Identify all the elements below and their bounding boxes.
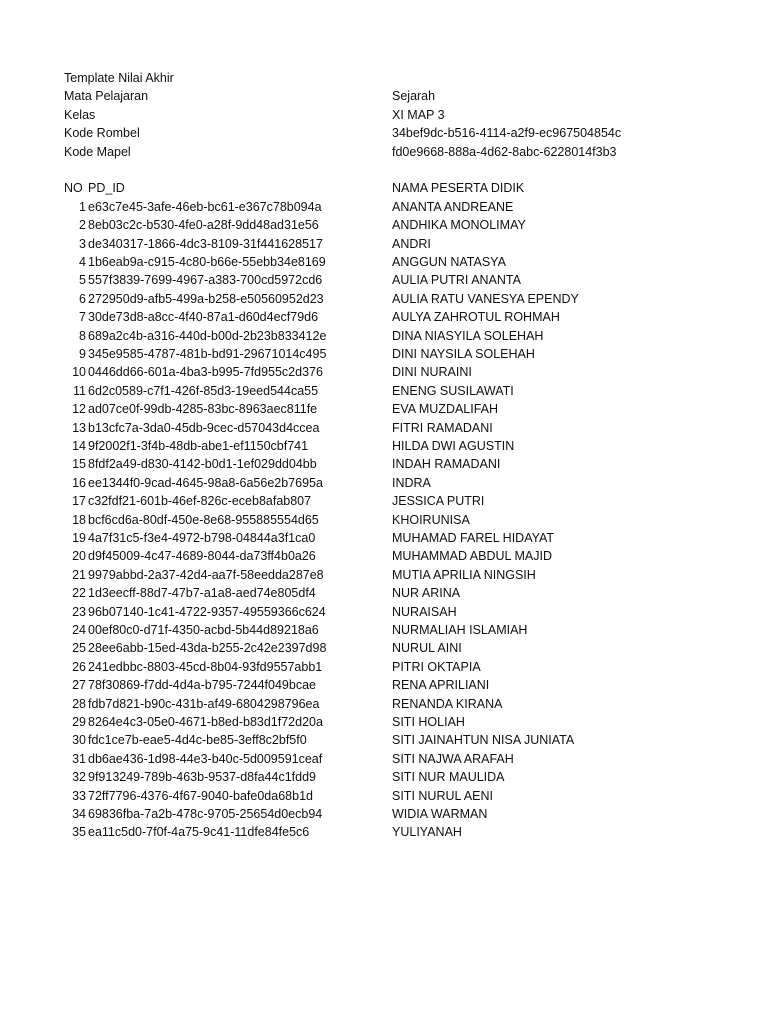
row-number: 22: [72, 586, 86, 601]
student-name: RENANDA KIRANA: [392, 696, 503, 711]
meta-row-kelas: [0, 106, 768, 124]
student-name: MUHAMAD FAREL HIDAYAT: [392, 531, 555, 545]
header-nama: NAMA PESERTA DIDIK: [392, 181, 525, 196]
row-number: 26: [72, 659, 86, 674]
meta-value: Sejarah: [392, 89, 436, 104]
row-number: 1: [79, 199, 86, 214]
row-number: 6: [79, 291, 86, 306]
student-name: AULIA RATU VANESYA EPENDY: [392, 291, 579, 306]
table-row: [0, 474, 768, 492]
table-row: [0, 290, 768, 308]
row-number: 34: [72, 807, 86, 821]
row-number: 18: [72, 512, 86, 527]
student-name: MUHAMMAD ABDUL MAJID: [392, 549, 552, 564]
row-number: 3: [79, 236, 86, 251]
table-row: [0, 198, 768, 216]
pd-id: ea11c5d0-7f0f-4a75-9c41-11dfe84fe5c6: [88, 825, 310, 840]
row-number: 28: [72, 696, 86, 711]
row-number: 11: [73, 383, 86, 398]
pd-id: de340317-1866-4dc3-8109-31f441628517: [88, 236, 323, 251]
table-row: [0, 382, 768, 400]
row-number: 14: [72, 439, 86, 453]
row-number: 10: [72, 365, 86, 380]
row-number: 31: [72, 751, 86, 766]
pd-id: db6ae436-1d98-44e3-b40c-5d009591ceaf: [88, 751, 323, 766]
student-name: JESSICA PUTRI: [392, 494, 485, 509]
pd-id: 8264e4c3-05e0-4671-b8ed-b83d1f72d20a: [88, 715, 323, 729]
row-number: 20: [72, 549, 86, 564]
table-row: [0, 271, 768, 289]
pd-id: ee1344f0-9cad-4645-98a8-6a56e2b7695a: [88, 475, 323, 490]
pd-id: 96b07140-1c41-4722-9357-49559366c624: [88, 604, 326, 619]
meta-label: Mata Pelajaran: [64, 89, 149, 104]
row-number: 29: [72, 715, 86, 729]
pd-id: 8fdf2a49-d830-4142-b0d1-1ef029dd04bb: [88, 457, 317, 472]
pd-id: 272950d9-afb5-499a-b258-e50560952d23: [88, 291, 324, 306]
pd-id: b13cfc7a-3da0-45db-9cec-d57043d4ccea: [88, 420, 320, 435]
student-name: SITI NUR MAULIDA: [392, 770, 505, 785]
pd-id: 9979abbd-2a37-42d4-aa7f-58eedda287e8: [88, 567, 324, 582]
row-number: 30: [72, 733, 86, 748]
table-row: [0, 584, 768, 602]
row-number: 32: [72, 770, 86, 785]
table-row: [0, 437, 768, 455]
pd-id: 69836fba-7a2b-478c-9705-25654d0ecb94: [88, 807, 323, 821]
table-row: [0, 658, 768, 676]
table-row: [0, 639, 768, 657]
meta-label: Kelas: [64, 107, 96, 122]
table-row: [0, 823, 768, 841]
pd-id: 4a7f31c5-f3e4-4972-b798-04844a3f1ca0: [88, 531, 316, 545]
table-row: [0, 327, 768, 345]
table-row: [0, 419, 768, 437]
student-name: ENENG SUSILAWATI: [392, 383, 514, 398]
row-number: 16: [72, 475, 86, 490]
row-number: 35: [72, 825, 86, 840]
meta-label: Kode Mapel: [64, 144, 131, 159]
student-name: EVA MUZDALIFAH: [392, 402, 499, 417]
meta-row-kode-rombel: [0, 124, 768, 142]
table-row: [0, 511, 768, 529]
table-row: [0, 492, 768, 510]
table-row: [0, 235, 768, 253]
pd-id: e63c7e45-3afe-46eb-bc61-e367c78b094a: [88, 199, 322, 214]
table-row: [0, 308, 768, 326]
student-name: NURUL AINI: [392, 641, 462, 656]
header-no: NO: [64, 181, 83, 196]
table-row: [0, 400, 768, 418]
row-number: 15: [72, 457, 86, 472]
pd-id: 6d2c0589-c7f1-426f-85d3-19eed544ca55: [88, 383, 319, 398]
table-row: [0, 731, 768, 749]
pd-id: 1d3eecff-88d7-47b7-a1a8-aed74e805df4: [88, 586, 316, 601]
row-number: 5: [79, 273, 86, 288]
student-name: KHOIRUNISA: [392, 512, 470, 527]
table-row: [0, 566, 768, 584]
student-name: AULYA ZAHROTUL ROHMAH: [392, 310, 560, 325]
student-name: DINA NIASYILA SOLEHAH: [392, 328, 544, 343]
row-number: 12: [72, 402, 86, 417]
row-number: 19: [72, 531, 86, 545]
row-number: 2: [79, 218, 86, 233]
pd-id: 78f30869-f7dd-4d4a-b795-7244f049bcae: [88, 678, 316, 693]
student-name: SITI NURUL AENI: [392, 788, 493, 803]
student-name: NURMALIAH ISLAMIAH: [392, 623, 528, 637]
pd-id: 345e9585-4787-481b-bd91-29671014c495: [88, 347, 327, 361]
template-title-row: [0, 69, 768, 87]
table-row: [0, 713, 768, 731]
row-number: 4: [79, 255, 86, 269]
table-row: [0, 621, 768, 639]
pd-id: 28ee6abb-15ed-43da-b255-2c42e2397d98: [88, 641, 327, 656]
pd-id: 241edbbc-8803-45cd-8b04-93fd9557abb1: [88, 659, 323, 674]
student-name: RENA APRILIANI: [392, 678, 490, 693]
pd-id: c32fdf21-601b-46ef-826c-eceb8afab807: [88, 494, 312, 509]
pd-id: d9f45009-4c47-4689-8044-da73ff4b0a26: [88, 549, 316, 564]
template-title: Template Nilai Akhir: [64, 71, 174, 85]
pd-id: 8eb03c2c-b530-4fe0-a28f-9dd48ad31e56: [88, 218, 319, 233]
pd-id: 1b6eab9a-c915-4c80-b66e-55ebb34e8169: [88, 255, 326, 269]
row-number: 8: [79, 328, 86, 343]
meta-value: 34bef9dc-b516-4114-a2f9-ec967504854c: [392, 126, 622, 141]
meta-row-kode-mapel: [0, 143, 768, 161]
row-number: 21: [72, 567, 86, 582]
table-row: [0, 676, 768, 694]
student-name: ANANTA ANDREANE: [392, 199, 514, 214]
table-row: [0, 787, 768, 805]
pd-id: 689a2c4b-a316-440d-b00d-2b23b833412e: [88, 328, 327, 343]
student-name: WIDIA WARMAN: [392, 807, 488, 821]
student-name: SITI NAJWA ARAFAH: [392, 751, 514, 766]
meta-value: fd0e9668-888a-4d62-8abc-6228014f3b3: [392, 144, 617, 159]
pd-id: fdb7d821-b90c-431b-af49-6804298796ea: [88, 696, 320, 711]
pd-id: 9f913249-789b-463b-9537-d8fa44c1fdd9: [88, 770, 316, 785]
pd-id: fdc1ce7b-eae5-4d4c-be85-3eff8c2bf5f0: [88, 733, 307, 748]
table-row: [0, 603, 768, 621]
pd-id: 9f2002f1-3f4b-48db-abe1-ef1150cbf741: [88, 439, 309, 453]
row-number: 17: [72, 494, 86, 509]
student-name: ANDHIKA MONOLIMAY: [392, 218, 526, 233]
pd-id: ad07ce0f-99db-4285-83bc-8963aec811fe: [88, 402, 318, 417]
header-pd-id: PD_ID: [88, 181, 125, 196]
table-row: [0, 363, 768, 381]
meta-label: Kode Rombel: [64, 126, 140, 141]
row-number: 25: [72, 641, 86, 656]
table-row: [0, 768, 768, 786]
student-name: NURAISAH: [392, 604, 457, 619]
table-row: [0, 455, 768, 473]
meta-value: XI MAP 3: [392, 107, 445, 122]
table-row: [0, 529, 768, 547]
table-row: [0, 805, 768, 823]
pd-id: 30de73d8-a8cc-4f40-87a1-d60d4ecf79d6: [88, 310, 319, 325]
pd-id: 72ff7796-4376-4f67-9040-bafe0da68b1d: [88, 788, 313, 803]
pd-id: bcf6cd6a-80df-450e-8e68-955885554d65: [88, 512, 319, 527]
row-number: 9: [79, 347, 86, 361]
row-number: 27: [72, 678, 86, 693]
student-name: DINI NAYSILA SOLEHAH: [392, 347, 535, 361]
row-number: 33: [72, 788, 86, 803]
student-name: ANGGUN NATASYA: [392, 255, 506, 269]
pd-id: 0446dd66-601a-4ba3-b995-7fd955c2d376: [88, 365, 323, 380]
student-name: YULIYANAH: [392, 825, 462, 840]
table-row: [0, 750, 768, 768]
pd-id: 557f3839-7699-4967-a383-700cd5972cd6: [88, 273, 323, 288]
row-number: 7: [79, 310, 86, 325]
student-name: HILDA DWI AGUSTIN: [392, 439, 515, 453]
table-row: [0, 345, 768, 363]
student-name: INDRA: [392, 475, 431, 490]
table-row: [0, 547, 768, 565]
row-number: 23: [72, 604, 86, 619]
row-number: 13: [72, 420, 86, 435]
table-header-row: [0, 179, 768, 197]
student-name: DINI NURAINI: [392, 365, 472, 380]
row-number: 24: [72, 623, 86, 637]
student-name: SITI HOLIAH: [392, 715, 465, 729]
student-name: NUR ARINA: [392, 586, 461, 601]
student-name: SITI JAINAHTUN NISA JUNIATA: [392, 733, 575, 748]
meta-row-mata-pelajaran: [0, 87, 768, 105]
pd-id: 00ef80c0-d71f-4350-acbd-5b44d89218a6: [88, 623, 319, 637]
table-row: [0, 695, 768, 713]
student-name: ANDRI: [392, 236, 431, 251]
table-row: [0, 253, 768, 271]
table-row: [0, 216, 768, 234]
student-name: PITRI OKTAPIA: [392, 659, 481, 674]
student-name: FITRI RAMADANI: [392, 420, 493, 435]
student-name: MUTIA APRILIA NINGSIH: [392, 567, 536, 582]
student-name: AULIA PUTRI ANANTA: [392, 273, 521, 288]
student-name: INDAH RAMADANI: [392, 457, 501, 472]
